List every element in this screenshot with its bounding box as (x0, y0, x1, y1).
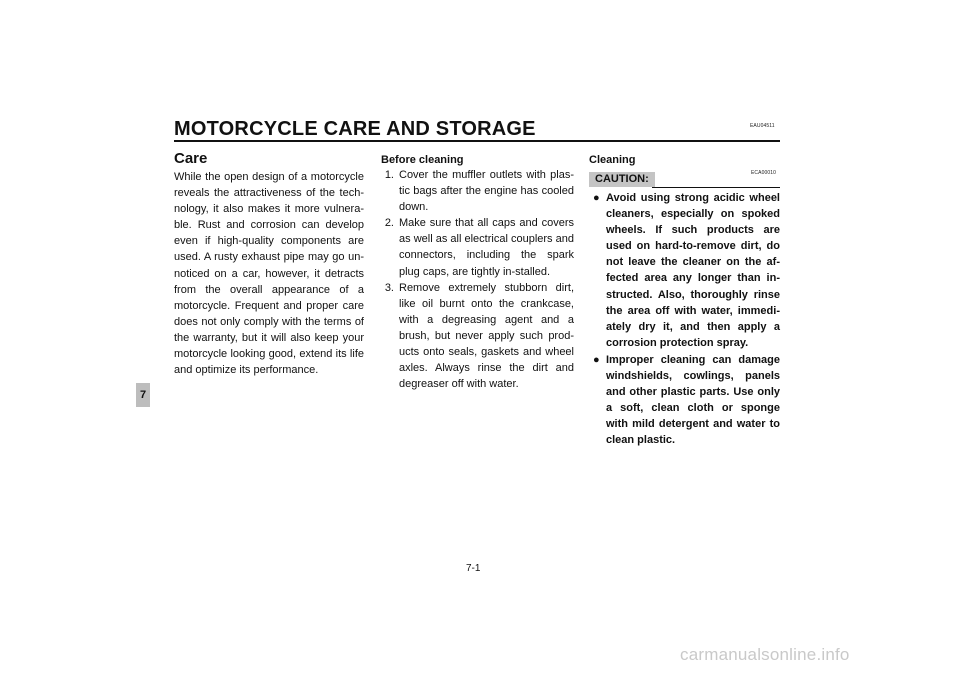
caution-label: CAUTION: (589, 172, 655, 187)
care-heading: Care (174, 150, 208, 167)
step-text: Remove extremely stubborn dirt, like oil burnt onto the crankcase, with a degreasing agent and a brush, but never apply such prod-ucts onto seals, gaskets and wheel axles. Always rinse the dirt and degreaser off with water. (399, 281, 574, 391)
care-column (174, 150, 364, 378)
caution-text: Avoid using strong acidic wheel cleaners, especially on spoked wheels. If such products are used on hard-to-remove dirt, do not leave the cleaner on the af-fected area any longer than in-structed. Also, thoroughly rinse the area off with water, immedi-ately dry it, and then apply a corrosion protection spray. (606, 192, 780, 349)
section-code: EAU04511 (750, 123, 775, 129)
bullet-dot-icon: ● (593, 353, 600, 366)
care-paragraph: While the open design of a motorcycle reveals the attractiveness of the tech-nology, it also makes it more vulnera-ble. Rust and corrosion can develop even if high-quality components are used. A rusty exhaust pipe may go un-noticed on a car, however, it detracts from the overall appearance of a motorcycle. Frequent and proper care does not only comply with the terms of the warranty, but it will also keep your motorcycle looking good, extend its life and optimize its performance. (174, 171, 364, 377)
list-item (381, 215, 574, 279)
step-number: 1. (384, 169, 394, 181)
step-number: 3. (384, 281, 394, 294)
step-text: Cover the muffler outlets with plas-tic bags after the engine has cooled down. (399, 169, 574, 214)
caution-text: Improper cleaning can damage windshields, cowlings, panels and other plastic parts. Use only a soft, clean cloth or sponge with mild detergent and water to clean plastic. (606, 353, 780, 447)
cleaning-heading: Cleaning (589, 154, 636, 166)
list-item (381, 280, 574, 393)
step-number: 2. (384, 217, 394, 230)
watermark: carmanualsonline.info (680, 645, 850, 664)
title-rule (174, 140, 780, 142)
list-item (589, 190, 780, 351)
caution-rule (652, 187, 780, 188)
cleaning-column (589, 153, 780, 449)
page-title: MOTORCYCLE CARE AND STORAGE (174, 118, 536, 140)
before-cleaning-column (381, 153, 574, 392)
caution-list (589, 190, 780, 449)
chapter-tab: 7 (136, 383, 150, 407)
list-item (589, 352, 780, 449)
page-number: 7-1 (466, 563, 481, 574)
list-item (381, 167, 574, 215)
step-text: Make sure that all caps and covers as well as all electrical couplers and connectors, including the spark plug caps, are tightly in-stalled. (399, 217, 574, 278)
before-cleaning-heading: Before cleaning (381, 154, 464, 166)
bullet-dot-icon: ● (593, 192, 600, 204)
caution-code: ECA00010 (751, 170, 776, 176)
step-list (381, 167, 574, 392)
